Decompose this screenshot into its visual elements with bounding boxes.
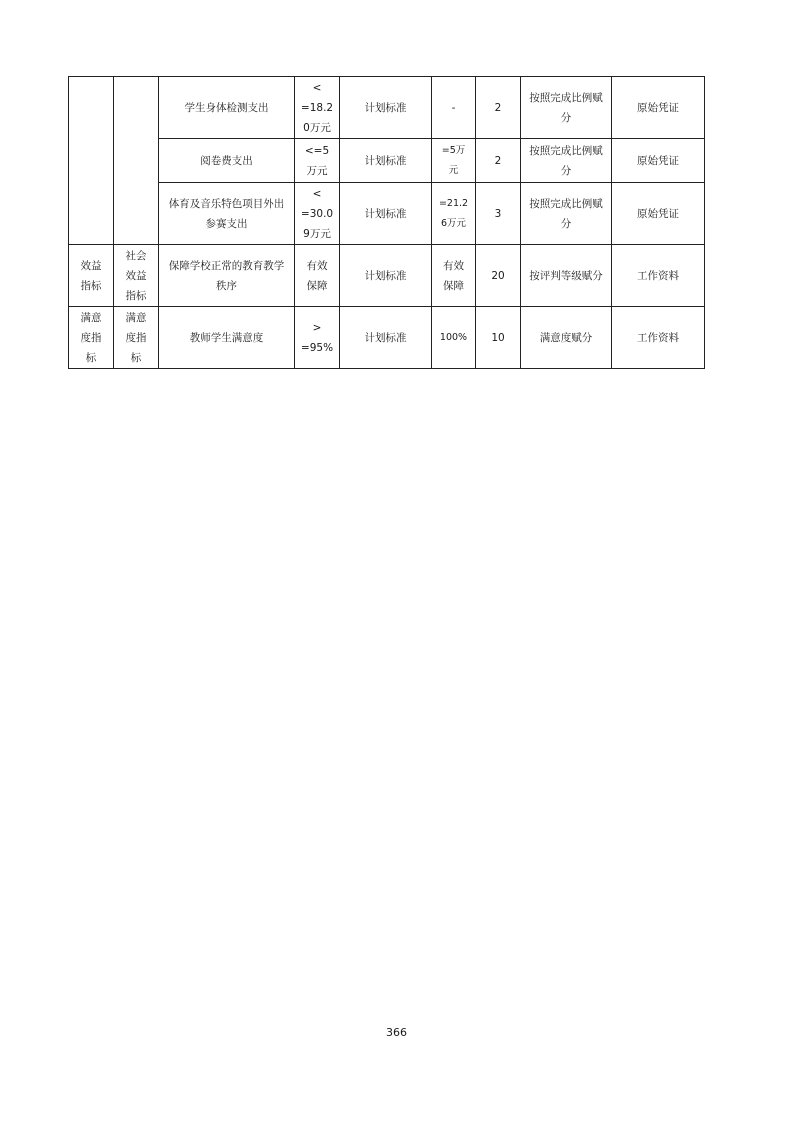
target-cell: < =18.2 0万元 (295, 77, 340, 139)
table-row (69, 77, 705, 139)
indicator-cell: 学生身体检测支出 (159, 77, 295, 139)
level2-cell: 满意 度指 标 (114, 307, 159, 369)
level2-cell (114, 77, 159, 245)
target-cell: <=5 万元 (295, 139, 340, 183)
source-cell: 工作资料 (612, 307, 705, 369)
performance-indicator-table (68, 76, 705, 369)
level1-cell: 满意 度指 标 (69, 307, 114, 369)
weight-cell: 20 (476, 245, 521, 307)
source-cell: 工作资料 (612, 245, 705, 307)
level2-cell: 社会 效益 指标 (114, 245, 159, 307)
basis-cell: 计划标准 (340, 77, 432, 139)
table-row (69, 307, 705, 369)
weight-cell: 10 (476, 307, 521, 369)
method-cell: 按照完成比例赋 分 (521, 183, 612, 245)
target-cell: < =30.0 9万元 (295, 183, 340, 245)
source-cell: 原始凭证 (612, 139, 705, 183)
table-row (69, 183, 705, 245)
weight-cell: 2 (476, 139, 521, 183)
actual-cell: - (432, 77, 476, 139)
indicator-cell: 阅卷费支出 (159, 139, 295, 183)
weight-cell: 2 (476, 77, 521, 139)
source-cell: 原始凭证 (612, 183, 705, 245)
target-cell: > =95% (295, 307, 340, 369)
table-row (69, 245, 705, 307)
indicator-cell: 教师学生满意度 (159, 307, 295, 369)
actual-cell: =5万 元 (432, 139, 476, 183)
indicator-cell: 保障学校正常的教育教学 秩序 (159, 245, 295, 307)
method-cell: 按照完成比例赋 分 (521, 77, 612, 139)
actual-cell: 有效 保障 (432, 245, 476, 307)
method-cell: 满意度赋分 (521, 307, 612, 369)
basis-cell: 计划标准 (340, 307, 432, 369)
table-row (69, 139, 705, 183)
weight-cell: 3 (476, 183, 521, 245)
level1-cell: 效益 指标 (69, 245, 114, 307)
indicator-cell: 体育及音乐特色项目外出 参赛支出 (159, 183, 295, 245)
page-number: 366 (386, 1026, 407, 1039)
actual-cell: =21.2 6万元 (432, 183, 476, 245)
source-cell: 原始凭证 (612, 77, 705, 139)
basis-cell: 计划标准 (340, 139, 432, 183)
basis-cell: 计划标准 (340, 183, 432, 245)
level1-cell (69, 77, 114, 245)
basis-cell: 计划标准 (340, 245, 432, 307)
actual-cell: 100% (432, 307, 476, 369)
target-cell: 有效 保障 (295, 245, 340, 307)
method-cell: 按评判等级赋分 (521, 245, 612, 307)
method-cell: 按照完成比例赋 分 (521, 139, 612, 183)
